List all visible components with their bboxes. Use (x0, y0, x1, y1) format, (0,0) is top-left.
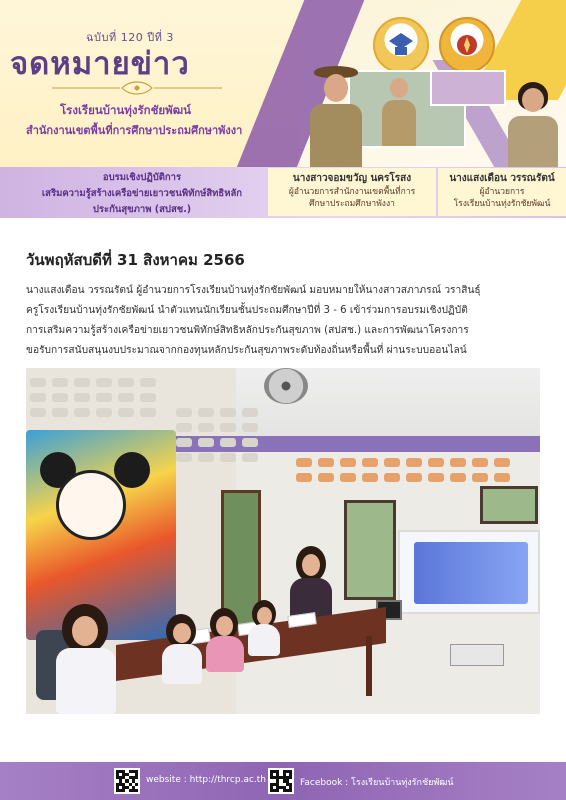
website-link[interactable]: website : http://thrcp.ac.th (146, 775, 267, 785)
projector-icon (450, 644, 504, 666)
article-body (26, 281, 546, 361)
office-director-caption (268, 168, 436, 216)
website-qr-code-icon[interactable] (114, 768, 140, 794)
breeze-block-wall (30, 378, 156, 417)
classroom-window (480, 486, 538, 524)
article-line: ครูโรงเรียนบ้านทุ่งรักชัยพัฒน์ นำตัวแทนนักเรียนชั้นประถมศึกษาปีที่ 3 - 6 เข้าร่วมการอบรมเชิงปฏิบัติ (26, 305, 468, 316)
presentation-slide (414, 542, 528, 604)
office-director-role: ผู้อำนวยการสำนักงานเขตพื้นที่การ (288, 187, 416, 197)
newsletter-footer (0, 762, 566, 800)
activity-caption-line: ประกันสุขภาพ (สปสช.) (92, 204, 192, 215)
school-director-caption (438, 168, 566, 216)
breeze-block-wall (176, 408, 258, 462)
office-director-name: นางสาวจอมขวัญ นครโรสง (292, 173, 412, 184)
classroom-window (344, 500, 396, 600)
article-line: นางแสงเดือน วรรณรัตน์ ผู้อำนวยการโรงเรียนบ้านทุ่งรักชัยพัฒน์ มอบหมายให้นางสาวสภาภรณ์ วราสินธุ์ (26, 285, 481, 296)
activity-caption (12, 170, 272, 218)
newsletter-header (0, 0, 566, 218)
director-portrait (306, 66, 366, 168)
obec-emblem-icon (439, 17, 495, 73)
breeze-block-wall (296, 458, 510, 482)
school-director-role: โรงเรียนบ้านทุ่งรักชัยพัฒน์ (453, 199, 551, 209)
issue-number: ฉบับที่ 120 ปีที่ 3 (86, 31, 174, 44)
article-line: การเสริมความรู้สร้างเครือข่ายเยาวชนพิทักษ์สิทธิหลักประกันสุขภาพ (สปสช.) และการพัฒนาโครงการ (26, 325, 469, 336)
education-office-name: สำนักงานเขตพื้นที่การศึกษาประถมศึกษาพังงา (26, 124, 243, 137)
cartoon-mural (26, 430, 176, 640)
school-director-role: ผู้อำนวยการ (479, 187, 525, 197)
masthead-title: จดหมายข่าว (10, 46, 190, 82)
school-director-portrait (506, 82, 560, 168)
table-leg (366, 636, 372, 696)
activity-photo-thumbnail (430, 70, 506, 106)
projection-screen (398, 530, 540, 614)
article-line: ขอรับการสนับสนุนงบประมาณจากกองทุนหลักประกันสุขภาพระดับท้องถิ่นหรือพื้นที่ ผ่านระบบออนไลน์ (26, 345, 467, 356)
article-date: วันพฤหัสบดีที่ 31 สิงหาคม 2566 (26, 251, 245, 269)
school-director-name: นางแสงเดือน วรรณรัตน์ (449, 173, 555, 184)
wall-fan-icon (264, 368, 308, 404)
ornament-divider-icon (52, 80, 222, 96)
office-director-role: ศึกษาประถมศึกษาพังงา (309, 199, 395, 209)
activity-caption-line: อบรมเชิงปฏิบัติการ (102, 172, 182, 183)
school-name: โรงเรียนบ้านทุ่งรักชัยพัฒน์ (60, 103, 192, 117)
facebook-qr-code-icon[interactable] (268, 768, 294, 794)
activity-caption-line: เสริมความรู้สร้างเครือข่ายเยาวชนพิทักษ์สิทธิหลัก (41, 188, 243, 199)
school-logo-icon (373, 17, 429, 73)
facebook-link[interactable]: Facebook : โรงเรียนบ้านทุ่งรักชัยพัฒน์ (300, 778, 454, 788)
classroom-photo (26, 368, 540, 714)
